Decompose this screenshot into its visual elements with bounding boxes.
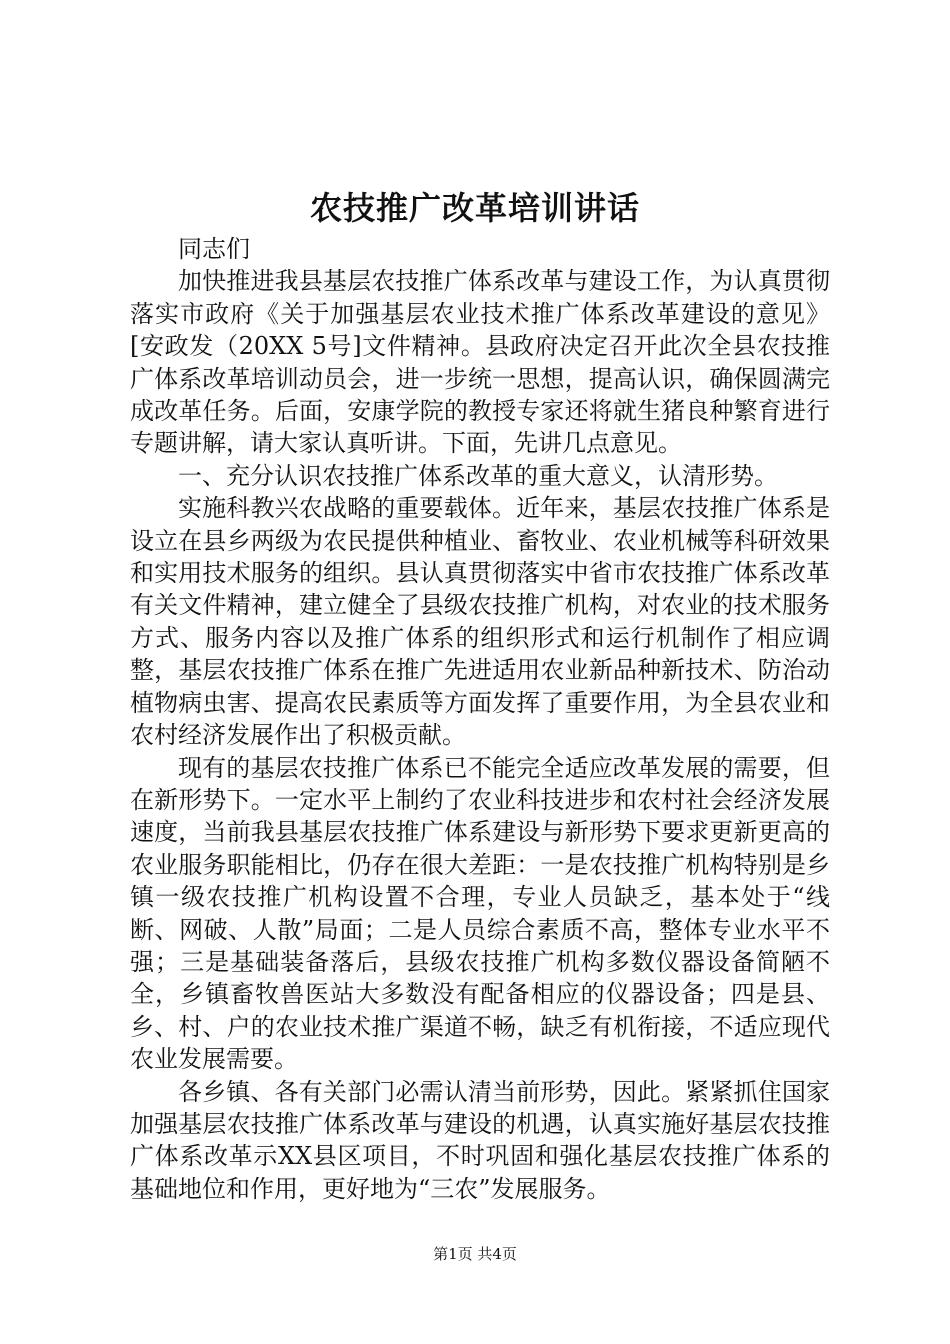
body-paragraph-role: 实施科教兴农战略的重要载体。近年来，基层农技推广体系是设立在县乡两级为农民提供种植业、畜牧业、农业机械等科研效果和实用技术服务的组织。县认真贯彻落实中省市农技推广体系改革有关文件精神，建立健全了县级农技推广机构，对农业的技术服务方式、服务内容以及推广体系的组织形式和运行机制作了相应调整，基层农技推广体系在推广先进适用农业新品种新技术、防治动植物病虫害、提高农民素质等方面发挥了重要作用，为全县农业和农村经济发展作出了积极贡献。 [130,494,830,750]
body-paragraph-action: 各乡镇、各有关部门必需认清当前形势，因此。紧紧抓住国家加强基层农技推广体系改革与建设的机遇，认真实施好基层农技推广体系改革示XX县区项目，不时巩固和强化基层农技推广体系的基础地位和作用，更好地为“三农”发展服务。 [130,1077,830,1203]
document-body [130,233,830,1205]
salutation: 同志们 [178,235,250,263]
page-number-footer: 第1页 共4页 [433,1245,517,1263]
body-paragraph-problems: 现有的基层农技推广体系已不能完全适应改革发展的需要，但在新形势下。一定水平上制约了农业科技进步和农村社会经济发展速度，当前我县基层农技推广体系建设与新形势下要求更新更高的农业服务职能相比，仍存在很大差距：一是农技推广机构特别是乡镇一级农技推广机构设置不合理，专业人员缺乏，基本处于“线断、网破、人散”局面；二是人员综合素质不高，整体专业水平不强；三是基础装备落后，县级农技推广机构多数仪器设备简陋不全，乡镇畜牧兽医站大多数没有配备相应的仪器设备；四是县、乡、村、户的农业技术推广渠道不畅，缺乏有机衔接，不适应现代农业发展需要。 [130,753,830,1074]
section-heading-1: 一、充分认识农技推广体系改革的重大意义，认清形势。 [178,461,778,490]
document-title: 农技推广改革培训讲话 [309,189,640,227]
body-paragraph-intro: 加快推进我县基层农技推广体系改革与建设工作，为认真贯彻落实市政府《关于加强基层农业技术推广体系改革建设的意见》[安政发（20XX 5号]文件精神。县政府决定召开此次全县农技推广体系改革培训动员会，进一步统一思想，提高认识，确保圆满完成改革任务。后面，安康学院的教授专家还将就生猪良种繁育进行专题讲解，请大家认真听讲。下面，先讲几点意见。 [130,267,830,458]
